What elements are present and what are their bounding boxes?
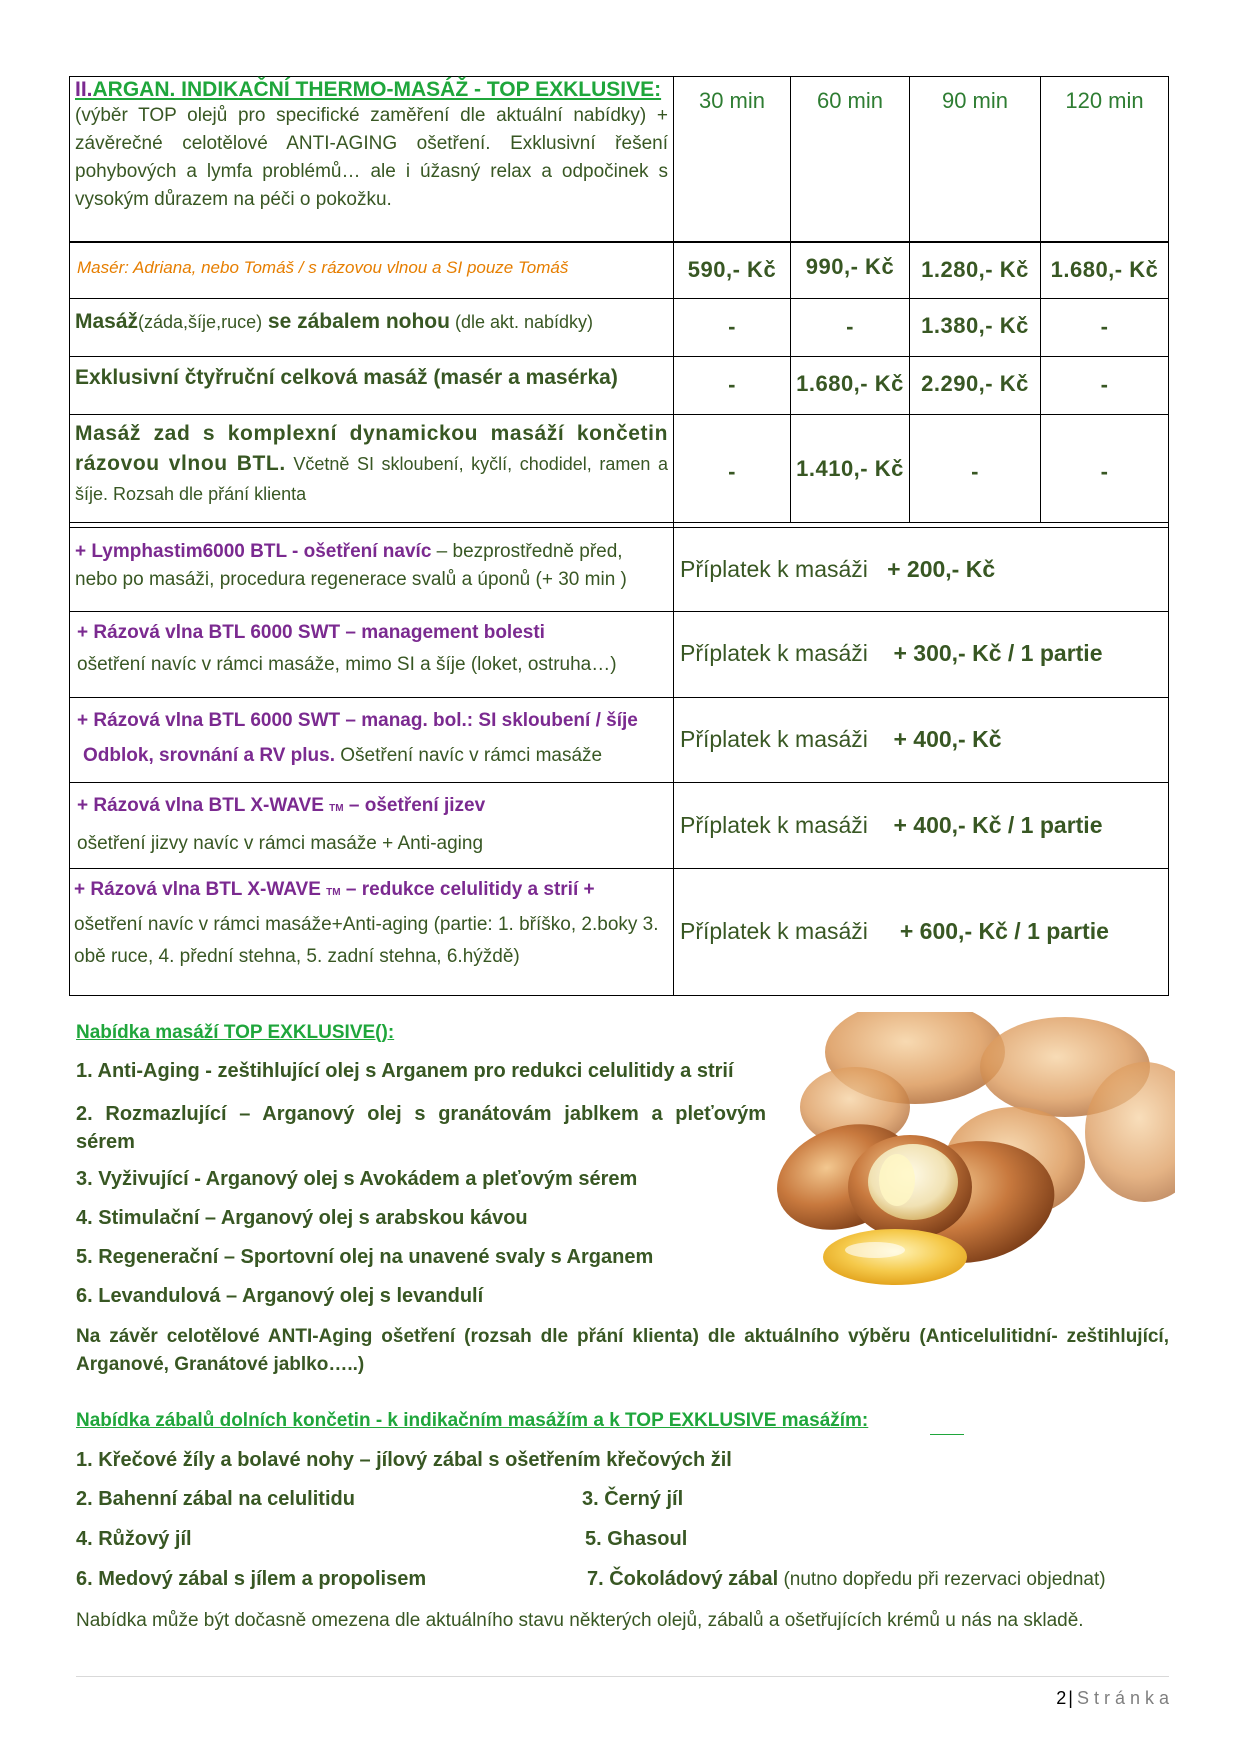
argan-nuts-image: [765, 1012, 1175, 1302]
price-cell: 590,- Kč: [687, 257, 777, 282]
row-label-norm: (záda,šíje,ruce): [138, 312, 263, 332]
addon-rv-pain: [77, 618, 670, 682]
addon-title-tail: – redukce celulitidy a strií: [340, 879, 579, 900]
price-cell: -: [1100, 459, 1109, 484]
addon-surcharge: [680, 726, 1160, 753]
oil-item: 4. Stimulační – Arganový olej s arabskou kávou: [76, 1207, 528, 1229]
addon-desc: Ošetření navíc v rámci masáže: [334, 745, 603, 766]
addon-title2: Odblok, srovnání a RV plus.: [83, 745, 335, 766]
addon-title: + Rázová vlna BTL 6000 SWT – management bolesti: [77, 622, 545, 643]
addon-title: + Rázová vlna BTL 6000 SWT – manag. bol.: SI skloubení / šíje: [77, 710, 638, 731]
price-table: [69, 76, 1169, 996]
row-label-bold: Masáž: [75, 310, 139, 333]
surcharge-label: Příplatek k masáži: [680, 640, 868, 666]
addon-title: + Rázová vlna BTL X-WAVE: [77, 795, 324, 816]
wrap-item: 2. Bahenní zábal na celulitidu: [76, 1488, 355, 1510]
row-label-norm: Včetně SI skloubení, kyčlí, chodidel, ramen a šíje. Rozsah dle přání klienta: [75, 454, 668, 504]
oil-item: 2. Rozmazlující – Arganový olej s granátovám jablkem a pleťovým sérem: [76, 1103, 766, 1153]
addon-desc: ošetření navíc v rámci masáže, mimo SI a šíje (loket, ostruha…): [77, 654, 617, 675]
trademark: TM: [326, 887, 341, 898]
wrap-item: 1. Křečové žíly a bolavé nohy – jílový zábal s ošetřením křečových žil: [76, 1449, 732, 1471]
addon-desc: – bezprostředně před, nebo po masáži, procedura regenerace svalů a úponů (+ 30 min ): [75, 541, 627, 590]
addon-surcharge: [680, 812, 1160, 839]
duration-30: 30 min: [698, 88, 766, 113]
page-number: 2: [1056, 1688, 1067, 1708]
price-cell: 1.680,- Kč: [796, 371, 904, 396]
price-cell: -: [728, 314, 736, 339]
price-cell: -: [1100, 314, 1109, 339]
row-label-bold: Masáž zad s komplexní dynamickou masáží končetin rázovou vlnou BTL.: [75, 422, 668, 475]
oils-heading: Nabídka masáží TOP EXKLUSIVE():: [76, 1022, 395, 1043]
wrap-item: [587, 1568, 1106, 1591]
addon-surcharge: [680, 556, 1160, 583]
addon-surcharge: [680, 918, 1160, 945]
addon-desc: ošetření navíc v rámci masáže+Anti-aging (partie: 1. bříško, 2.boky 3. obě ruce, 4. přední stehna, 5. zadní stehna, 6.hýždě): [74, 914, 659, 967]
surcharge-label: Příplatek k masáži: [680, 812, 868, 838]
row-maser-label: Masér: Adriana, nebo Tomáš / s rázovou vlnou a SI pouze Tomáš: [77, 258, 569, 277]
surcharge-label: Příplatek k masáži: [680, 918, 868, 944]
surcharge-label: Příplatek k masáži: [680, 556, 868, 582]
price-cell: -: [1100, 372, 1109, 397]
page-footer: [1056, 1688, 1169, 1709]
surcharge-value: + 300,- Kč / 1 partie: [893, 640, 1103, 666]
addon-title-tail: – ošetření jizev: [343, 795, 486, 816]
price-cell: 1.680,- Kč: [1050, 257, 1159, 282]
oil-item: 6. Levandulová – Arganový olej s levandulí: [76, 1285, 484, 1307]
price-cell: 1.280,- Kč: [921, 257, 1029, 282]
duration-90: 90 min: [941, 88, 1009, 113]
addon-rv-si: [77, 703, 670, 773]
price-cell: -: [728, 459, 736, 484]
duration-120: 120 min: [1065, 88, 1144, 113]
oils-closing: Na závěr celotělové ANTI-Aging ošetření (rozsah dle přání klienta) dle aktuálního výběru (Anticelulitidní- zeštihlující, Arganové, Granátové jablko…..): [76, 1326, 1169, 1375]
surcharge-value: + 200,- Kč: [887, 556, 996, 582]
stock-note: Nabídka může být dočasně omezena dle aktuálního stavu některých olejů, zábalů a ošetřujících krémů u nás na skladě.: [76, 1610, 1084, 1631]
wrap-item-note: (nutno dopředu při rezervaci objednat): [778, 1569, 1106, 1590]
footer-rule: [76, 1676, 1169, 1677]
row-label-bold2: se zábalem nohou: [262, 310, 450, 333]
surcharge-value: + 400,- Kč: [893, 726, 1002, 752]
surcharge-value: + 400,- Kč / 1 partie: [893, 812, 1103, 838]
addon-plus: +: [578, 879, 595, 900]
price-cell: 1.410,- Kč: [796, 456, 904, 481]
oil-item: 3. Vyživující - Arganový olej s Avokádem a pleťovým sérem: [76, 1168, 638, 1190]
surcharge-value: + 600,- Kč / 1 partie: [899, 918, 1109, 944]
heading-underline-ext: [930, 1434, 964, 1435]
addon-lymphastim: [75, 538, 670, 594]
wrap-item: 3. Černý jíl: [582, 1488, 684, 1510]
addon-desc: ošetření jizvy navíc v rámci masáže + Anti-aging: [77, 833, 484, 854]
price-cell: -: [846, 314, 854, 339]
wrap-item: 4. Růžový jíl: [76, 1528, 192, 1550]
section-title: [75, 78, 668, 102]
page-label: S t r á n k a: [1076, 1688, 1169, 1708]
wraps-heading: Nabídka zábalů dolních končetin - k indikačním masážím a k TOP EXKLUSIVE masážím:: [76, 1410, 869, 1431]
duration-60: 60 min: [816, 88, 884, 113]
row-label-norm2: (dle akt. nabídky): [449, 312, 594, 332]
wrap-item: 5. Ghasoul: [585, 1528, 688, 1550]
price-cell: -: [971, 459, 979, 484]
surcharge-label: Příplatek k masáži: [680, 726, 868, 752]
header-cell: [75, 78, 668, 214]
row-four-hand-label: Exklusivní čtyřruční celková masáž (masér a masérka): [75, 366, 618, 389]
footer-separator: |: [1068, 1688, 1073, 1708]
wrap-item: 6. Medový zábal s jílem a propolisem: [76, 1568, 427, 1590]
section-number: II.: [75, 78, 93, 101]
wrap-item-label: 7. Čokoládový zábal: [587, 1568, 779, 1590]
oil-item: 5. Regenerační – Sportovní olej na unavené svaly s Arganem: [76, 1246, 654, 1268]
row-wrap-label: [75, 310, 670, 334]
section-title-text: ARGAN. INDIKAČNÍ THERMO-MASÁŽ - TOP EXKLUSIVE:: [92, 78, 662, 101]
addon-title: + Rázová vlna BTL X-WAVE: [74, 879, 321, 900]
addon-title: + Lymphastim6000 BTL - ošetření navíc: [75, 541, 432, 562]
addon-xwave-cellulite: [74, 874, 670, 973]
price-cell: -: [728, 372, 736, 397]
price-cell: 990,- Kč: [805, 254, 895, 279]
oil-item: 1. Anti-Aging - zeštihlující olej s Arganem pro redukci celulitidy a strií: [76, 1060, 734, 1082]
addon-xwave-scars: [77, 788, 670, 861]
trademark: TM: [329, 803, 344, 814]
addon-surcharge: [680, 640, 1160, 667]
row-back-massage-label: [75, 420, 668, 510]
section-description: (výběr TOP olejů pro specifické zaměření dle aktuální nabídky) + závěrečné celotělové ANTI-AGING ošetření. Exklusivní řešení pohybových a lymfa problémů… ale i úžasný relax a odpočinek s vysokým důrazem na péči o pokožku.: [75, 105, 668, 210]
price-cell: 2.290,- Kč: [921, 371, 1029, 396]
price-cell: 1.380,- Kč: [921, 313, 1029, 338]
